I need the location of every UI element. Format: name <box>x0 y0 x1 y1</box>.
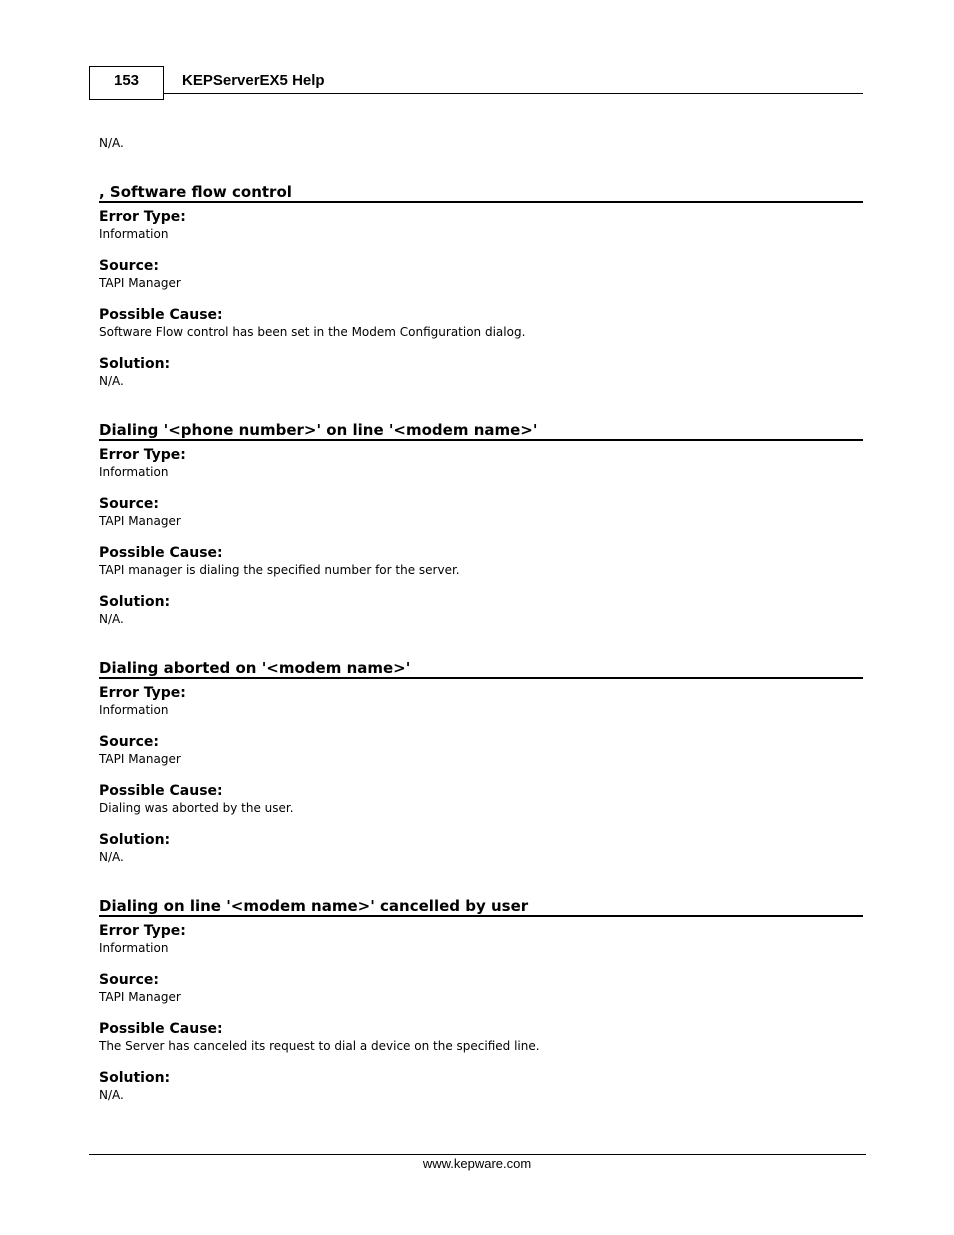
source-label: Source: <box>99 972 159 988</box>
solution-value: N/A. <box>99 1088 124 1102</box>
header-divider <box>164 93 863 94</box>
possible-cause-label: Possible Cause: <box>99 545 223 561</box>
page-number: 153 <box>89 66 164 100</box>
error-type-value: Information <box>99 941 169 955</box>
source-label: Source: <box>99 496 159 512</box>
page-content <box>99 135 863 1135</box>
error-type-label: Error Type: <box>99 209 186 225</box>
error-entry <box>99 659 863 866</box>
solution-label: Solution: <box>99 594 171 610</box>
possible-cause-label: Possible Cause: <box>99 307 223 323</box>
error-type-value: Information <box>99 227 169 241</box>
possible-cause-label: Possible Cause: <box>99 1021 223 1037</box>
intro-text: N/A. <box>99 136 124 150</box>
error-type-label: Error Type: <box>99 447 186 463</box>
solution-value: N/A. <box>99 850 124 864</box>
footer-url: www.kepware.com <box>422 1156 532 1171</box>
possible-cause-value: Dialing was aborted by the user. <box>99 801 294 815</box>
error-type-value: Information <box>99 465 169 479</box>
possible-cause-value: Software Flow control has been set in the Modem Configuration dialog. <box>99 325 526 339</box>
source-label: Source: <box>99 258 159 274</box>
solution-label: Solution: <box>99 1070 171 1086</box>
solution-label: Solution: <box>99 356 171 372</box>
entry-title: Dialing aborted on '<modem name>' <box>99 659 863 679</box>
entry-title: Dialing '<phone number>' on line '<modem name>' <box>99 421 863 441</box>
solution-value: N/A. <box>99 612 124 626</box>
source-label: Source: <box>99 734 159 750</box>
error-entry <box>99 183 863 390</box>
solution-value: N/A. <box>99 374 124 388</box>
footer-divider <box>89 1154 866 1155</box>
source-value: TAPI Manager <box>99 276 181 290</box>
error-entry <box>99 897 863 1104</box>
error-type-value: Information <box>99 703 169 717</box>
source-value: TAPI Manager <box>99 752 181 766</box>
solution-label: Solution: <box>99 832 171 848</box>
entry-title: , Software flow control <box>99 183 863 203</box>
error-type-label: Error Type: <box>99 685 186 701</box>
entry-title: Dialing on line '<modem name>' cancelled by user <box>99 897 863 917</box>
document-title: KEPServerEX5 Help <box>182 72 325 89</box>
source-value: TAPI Manager <box>99 990 181 1004</box>
source-value: TAPI Manager <box>99 514 181 528</box>
error-entry <box>99 421 863 628</box>
possible-cause-value: TAPI manager is dialing the specified number for the server. <box>99 563 460 577</box>
possible-cause-label: Possible Cause: <box>99 783 223 799</box>
possible-cause-value: The Server has canceled its request to dial a device on the specified line. <box>99 1039 540 1053</box>
error-type-label: Error Type: <box>99 923 186 939</box>
